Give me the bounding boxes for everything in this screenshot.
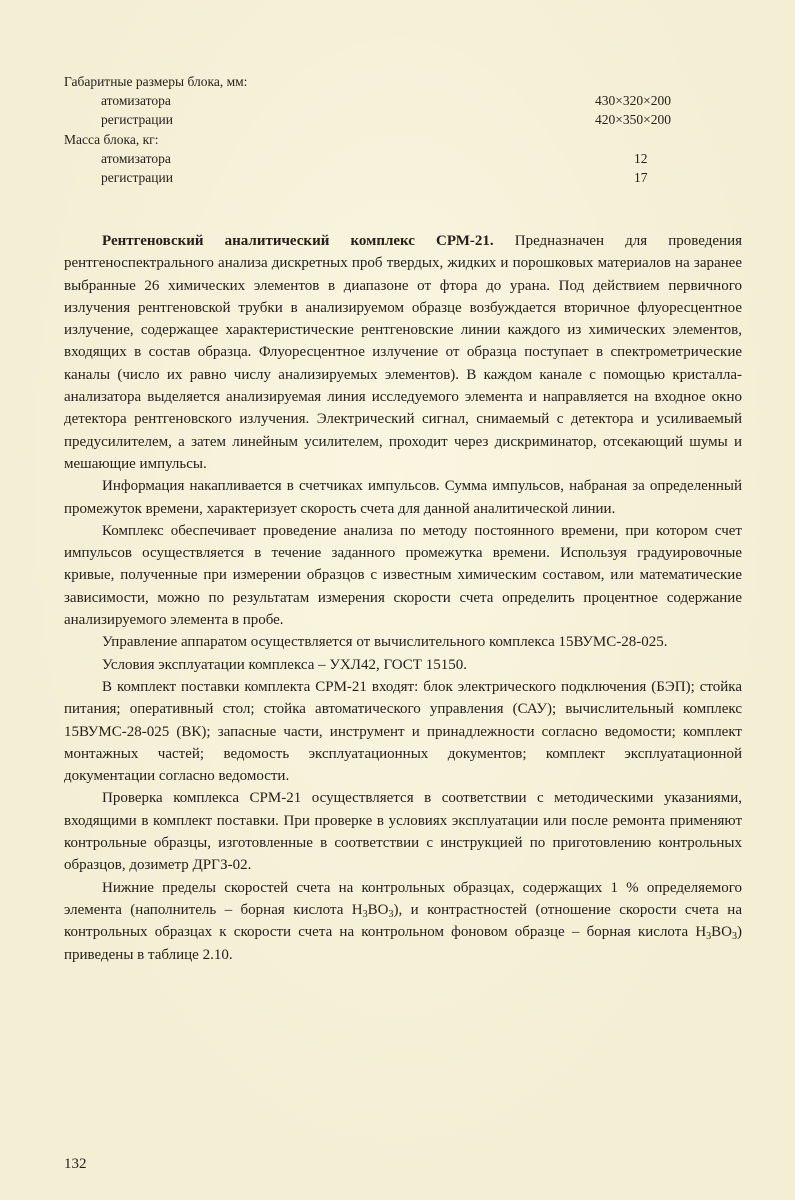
- paragraph-6: В комплект поставки комплекта СРМ-21 входят: блок электрического подключения (БЭП); стойка питания; оперативный стол; стойка автоматического управления (САУ); вычислительный комплекс 15ВУМС-28-025 (ВК); запасные части, инструмент и принадлежности согласно ведомости; комплект монтажных частей; ведомость эксплуатационных документов; комплект эксплуатационной документации согласно ведомости.: [64, 678, 742, 785]
- body-text: [64, 230, 742, 966]
- spec-list: [64, 72, 704, 187]
- spec-heading-dimensions: [64, 72, 704, 91]
- spec-label: регистрации: [101, 112, 173, 128]
- spec-label: Масса блока, кг:: [64, 131, 159, 147]
- section-heading: Рентгеновский аналитический комплекс СРМ-21.: [102, 233, 494, 249]
- spec-value: 17: [634, 169, 648, 185]
- paragraph-7: Проверка комплекса СРМ-21 осуществляется в соответствии с методическими указаниями, входящими в комплект поставки. При проверке в условиях эксплуатации или после ремонта применяют контрольные образцы, изготовленные в соответствии с инструкцией по приготовлению контрольных образцов, дозиметр ДРГЗ-02.: [64, 790, 742, 874]
- paragraph-text: ), и контрастностей (отношение скорости счета на контрольных образцах к скорости счета на контрольном фоновом образце – борная кислота H: [64, 901, 742, 941]
- subscript: 3: [732, 931, 737, 943]
- spec-row-dim-registration: [64, 110, 704, 129]
- spec-row-mass-registration: [64, 168, 704, 187]
- spec-label: Габаритные размеры блока, мм:: [64, 74, 248, 89]
- paragraph-text: Нижние пределы скоростей счета на контрольных образцах, содержащих 1 % определяемого элемента (наполнитель – борная кислота H: [64, 879, 742, 918]
- spec-value: 12: [634, 150, 648, 166]
- spec-value: 420×350×200: [595, 112, 671, 128]
- subscript: 3: [388, 908, 394, 920]
- paragraph-1: [64, 230, 742, 475]
- paragraph-text: BO: [367, 901, 389, 918]
- paragraph-3: Комплекс обеспечивает проведение анализа по методу постоянного времени, при котором счет импульсов осуществляется в течение заданного промежутка времени. Используя градуировочные кривые, полученные при измерении образцов с известным химическим составом, или математические зависимости, можно по результатам измерения скорости счета определить процентное содержание анализируемого элемента в пробе.: [64, 522, 742, 629]
- spec-heading-mass: [64, 130, 704, 149]
- spec-row-dim-atomizer: [64, 91, 704, 110]
- spec-label: атомизатора: [101, 150, 171, 166]
- subscript: 3: [706, 931, 712, 943]
- spec-row-mass-atomizer: [64, 149, 704, 168]
- page-number: 132: [64, 1156, 87, 1172]
- paragraph-text: ) приведены в таблице 2.10.: [64, 924, 742, 963]
- paragraph-8: [64, 877, 742, 966]
- paragraph-4: Управление аппаратом осуществляется от вычислительного комплекса 15ВУМС-28-025.: [102, 634, 668, 651]
- paragraph-5: Условия эксплуатации комплекса – УХЛ42, ГОСТ 15150.: [102, 656, 467, 673]
- spec-label: атомизатора: [101, 93, 171, 109]
- subscript: 3: [362, 908, 368, 920]
- spec-label: регистрации: [101, 169, 173, 185]
- paragraph-2: Информация накапливается в счетчиках импульсов. Сумма импульсов, набраная за определенный промежуток времени, характеризует скорость счета для данной аналитической линии.: [64, 478, 742, 517]
- spec-value: 430×320×200: [595, 93, 671, 109]
- paragraph-text: BO: [711, 924, 732, 941]
- paragraph-text: Предназначен для проведения рентгеноспектрального анализа дискретных проб твердых, жидких и порошковых материалов на заранее выбранные 26 химических элементов в диапазоне от фтора до урана. Под действием первичного излучения рентгеновской трубки в анализируемом образце возбуждается вторичное флуоресцентное излучение, содержащее характеристические рентгеновские линии каждого из химических элементов, входящих в состав образца. Флуоресцентное излучение от образца поступает в спектрометрические каналы (число их равно числу анализируемых элементов). В каждом канале с помощью кристалла-анализатора выделяется анализируемая линия исследуемого элемента и направляется на входное окно детектора рентгеновского излучения. Электрический сигнал, снимаемый с детектора и усиливаемый предусилителем, а затем линейным усилителем, проходит через дискриминатор, отсекающий шумы и мешающие импульсы.: [64, 233, 742, 472]
